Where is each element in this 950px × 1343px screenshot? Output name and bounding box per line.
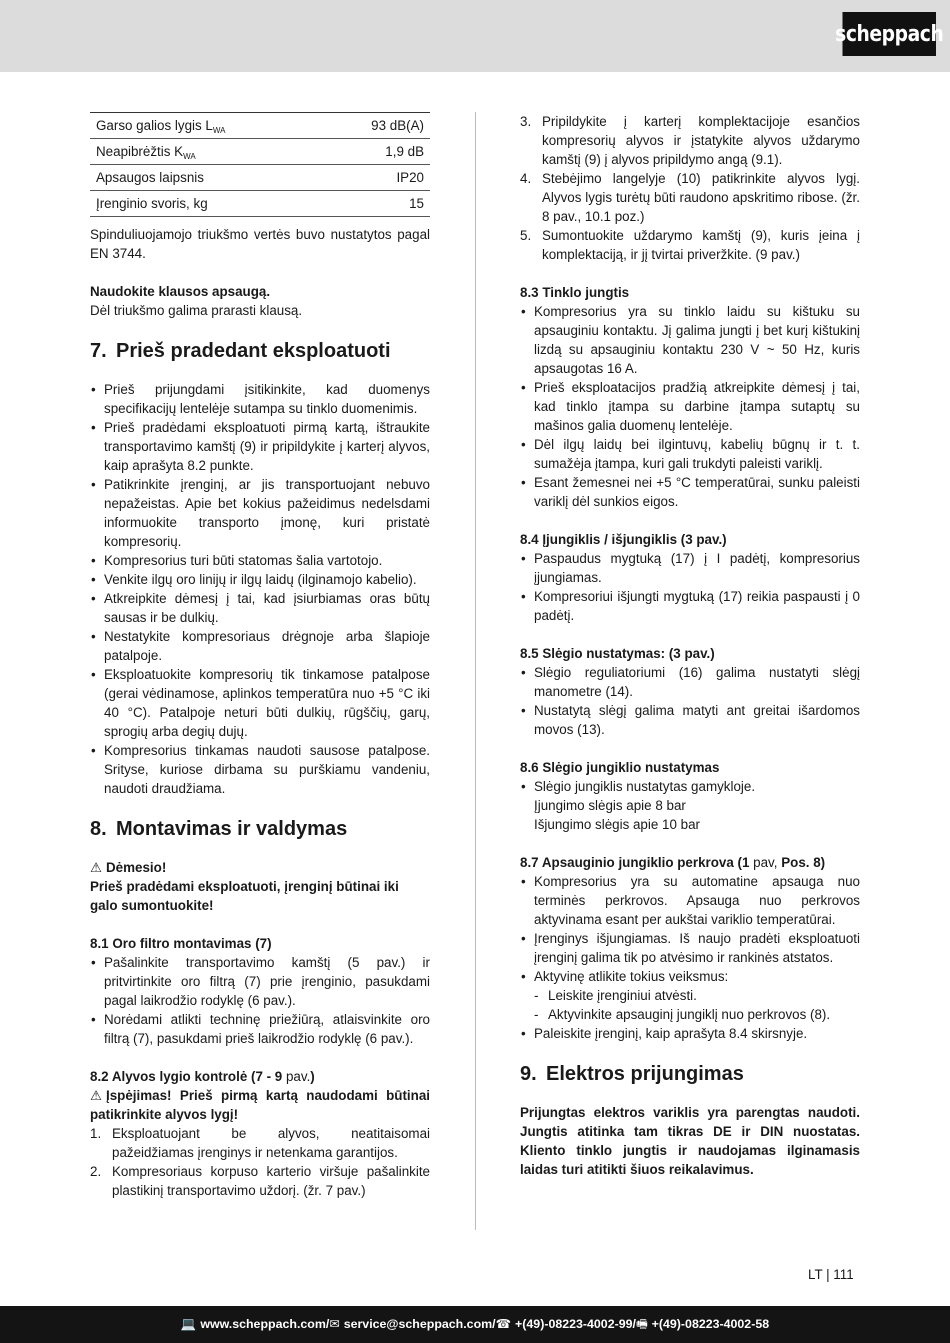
footer-bar: 💻 www.scheppach.com / ✉ service@scheppach.com / ☎ +(49)-08223-4002-99 / 🖷 +(49)-08223-4002-58 — [0, 1306, 950, 1343]
list-item: • Patikrinkite įrenginį, ar jis transportuojant nebuvo nepažeistas. Apie bet kokius pažeidimus nedelsdami informuokite transporto įmonę, kuri pristatė kompresorių. — [90, 475, 430, 551]
list-item: • Venkite ilgų oro linijų ir ilgų laidų (ilginamojo kabelio). — [90, 570, 430, 589]
list-item: • Slėgio jungiklis nustatytas gamykloje. Įjungimo slėgis apie 8 bar Išjungimo slėgis apie 10 bar — [520, 777, 860, 834]
list-item: • Nustatytą slėgį galima matyti ant greitai išardomos movos (13). — [520, 701, 860, 739]
section-7-heading: 7. Prieš pradedant eksploatuoti — [90, 340, 391, 362]
table-row — [90, 113, 430, 139]
reset-steps-list — [534, 986, 860, 1024]
list-item: 3. Pripildykite į karterį komplektacijoje esančios kompresorių alyvos ir įstatykite alyvos uždarymo kamštį (9) į alyvos pripildymo angą (9.1). — [520, 114, 860, 167]
computer-icon: 💻 — [180, 1317, 197, 1331]
oil-steps-continued-list — [520, 112, 860, 264]
fax-icon: 🖷 — [635, 1317, 648, 1331]
section-8-4-heading: 8.4 Įjungiklis / išjungiklis (3 pav.) — [520, 532, 727, 547]
attention-title: ⚠ Dėmesio! — [90, 860, 167, 875]
phone-icon: ☎ — [495, 1317, 512, 1331]
spec-value: 93 dB(A) — [323, 113, 430, 139]
section-8-heading: 8. Montavimas ir valdymas — [90, 818, 348, 840]
section-9-text: Prijungtas elektros variklis yra parengtas naudoti. Jungtis atitinka tam tikras DE ir DIN nuostatas. Kliento tinklo jungtis ir naudojamas ilginamasis laidas turi atitikti šiuos reikalavimus. — [520, 1105, 860, 1177]
right-column — [520, 112, 860, 1179]
list-item: • Kompresorius yra su automatine apsauga nuo terminės perkrovos. Apsauga nuo perkrovos aktyvinama esant per aukštai variklio temperatūrai. — [520, 872, 860, 929]
hearing-protection-text: Dėl triukšmo galima prarasti klausą. — [90, 303, 303, 318]
list-item: 4. Stebėjimo langelyje (10) patikrinkite alyvos lygį. Alyvos lygis turėtų būti raudono apskritimo ribose. (žr. 8 pav., 10.1 poz.) — [520, 171, 860, 224]
list-item: • Prieš prijungdami įsitikinkite, kad duomenys specifikacijų lentelėje sutampa su tinklo duomenimis. — [90, 380, 430, 418]
list-item: - Aktyvinkite apsauginį jungiklį nuo perkrovos (8). — [534, 1005, 860, 1024]
hearing-protection-title: Naudokite klausos apsaugą. — [90, 284, 271, 299]
list-item: • Kompresorius turi būti statomas šalia vartotojo. — [90, 551, 430, 570]
page-number: LT | 111 — [808, 1267, 854, 1282]
spec-value: 15 — [323, 191, 430, 217]
spec-value: IP20 — [323, 165, 430, 191]
table-row — [90, 139, 430, 165]
spec-value: 1,9 dB — [323, 139, 430, 165]
section-7-list — [90, 380, 430, 798]
table-row — [90, 191, 430, 217]
table-row — [90, 165, 430, 191]
list-item: 1. Eksploatuojant be alyvos, neatitaisomai pažeidžiamas įrenginys ir netenkama garantijos. — [90, 1126, 430, 1160]
section-8-3-list — [520, 302, 860, 511]
spec-label: Įrenginio svoris, kg — [90, 191, 323, 217]
spec-label: Garso galios lygis $L_{WA}$ — [90, 113, 323, 139]
list-item: - Leiskite įrenginiui atvėsti. — [534, 986, 860, 1005]
phone-number: +(49)-08223-4002-99 — [515, 1317, 633, 1331]
list-item: • Prieš eksploatacijos pradžią atkreipkite dėmesį į tai, kad tinklo įtampa su darbine įtampa sutaptų su mašinos galia duomenų lentelėje. — [520, 378, 860, 435]
list-item: • Paleiskite įrenginį, kaip aprašyta 8.4 skirsnyje. — [520, 1024, 860, 1043]
spec-table — [90, 112, 430, 217]
website-link[interactable]: www.scheppach.com — [200, 1317, 326, 1331]
oil-steps-list — [90, 1124, 430, 1200]
list-item: • Nestatykite kompresoriaus drėgnoje arba šlapioje patalpoje. — [90, 627, 430, 665]
spec-label: Apsaugos laipsnis — [90, 165, 323, 191]
list-item: • Slėgio reguliatoriumi (16) galima nustatyti slėgį manometre (14). — [520, 663, 860, 701]
list-item: • Kompresorius tinkamas naudoti sausose patalpose. Srityse, kuriose dirbama su purškiamu vandeniu, naudoti draudžiama. — [90, 741, 430, 798]
warning-icon: ⚠ — [90, 860, 103, 875]
attention-text: Prieš pradėdami eksploatuoti, įrenginį būtinai iki galo sumontuokite! — [90, 879, 399, 913]
section-8-2-heading: 8.2 Alyvos lygio kontrolė (7 - 9 pav.) — [90, 1069, 315, 1084]
list-item: • Kompresorius yra su tinklo laidu su kištuku su apsauginiu kontaktu. Jį galima jungti į bet kurį kištukinį lizdą su apsauginiu kontaktu 230 V ~ 50 Hz, kuris apsaugotas 16 A. — [520, 302, 860, 378]
section-8-1-heading: 8.1 Oro filtro montavimas (7) — [90, 936, 272, 951]
section-8-6-list — [520, 777, 860, 834]
list-item: 2. Kompresoriaus korpuso karterio viršuje pašalinkite plastikinį transportavimo uždorį. (žr. 7 pav.) — [90, 1164, 430, 1198]
list-item: • Eksploatuokite kompresorių tik tinkamose patalpose (gerai vėdinamose, aplinkos temperatūra nuo +5 °C iki 40 °C). Patalpoje neturi būti dulkių, rūgščių, garų, sprogių arba degių dujų. — [90, 665, 430, 741]
header-bar — [0, 0, 950, 72]
oil-warning: ⚠ Įspėjimas! Prieš pirmą kartą naudodami būtinai patikrinkite alyvos lygį! — [90, 1088, 430, 1122]
list-item: • Norėdami atlikti techninę priežiūrą, atlaisvinkite oro filtrą (7), pasukdami prieš laikrodžio rodyklę (6 pav.). — [90, 1010, 430, 1048]
section-8-7-heading: 8.7 Apsauginio jungiklio perkrova (1 pav, Pos. 8) — [520, 855, 826, 870]
section-8-5-heading: 8.5 Slėgio nustatymas: (3 pav.) — [520, 646, 715, 661]
fax-number: +(49)-08223-4002-58 — [651, 1317, 770, 1331]
section-8-5-list — [520, 663, 860, 739]
list-item: • Paspaudus mygtuką (17) į I padėtį, kompresorius įjungiamas. — [520, 549, 860, 587]
section-9-heading: 9. Elektros prijungimas — [520, 1063, 744, 1085]
list-item: • Pašalinkite transportavimo kamštį (5 pav.) ir pritvirtinkite oro filtrą (7) prie įrenginio, pasukdami pagal laikrodžio rodyklę (6 pav.). — [90, 953, 430, 1010]
section-8-4-list — [520, 549, 860, 625]
list-item: • Atkreipkite dėmesį į tai, kad įsiurbiamas oras būtų sausas ir be dulkių. — [90, 589, 430, 627]
section-8-3-heading: 8.3 Tinklo jungtis — [520, 285, 630, 300]
section-8-6-heading: 8.6 Slėgio jungiklio nustatymas — [520, 760, 720, 775]
warning-icon: ⚠ — [90, 1088, 103, 1103]
section-8-1-list — [90, 953, 430, 1048]
spec-label: Neapibrėžtis $K_{WA}$ — [90, 139, 323, 165]
email-link[interactable]: service@scheppach.com — [343, 1317, 493, 1331]
column-divider — [475, 112, 476, 1230]
list-item: • Įrenginys išjungiamas. Iš naujo pradėti eksploatuoti įrenginį galima tik po atvėsimo ir rankinės atstatos. — [520, 929, 860, 967]
noise-note: Spinduliuojamojo triukšmo vertės buvo nustatytos pagal EN 3744. — [90, 227, 430, 261]
list-item: • Esant žemesnei nei +5 °C temperatūrai, sunku paleisti variklį dėl sunkios eigos. — [520, 473, 860, 511]
section-8-7-list — [520, 872, 860, 1043]
mail-icon: ✉ — [329, 1317, 340, 1331]
list-item: • Prieš pradėdami eksploatuoti pirmą kartą, ištraukite transportavimo kamštį (9) ir pripildykite į karterį alyvos, kaip aprašyta 8.2 punkte. — [90, 418, 430, 475]
list-item: • Dėl ilgų laidų bei ilgintuvų, kabelių būgnų ir t. t. sumažėja įtampa, kuri gali trukdyti paleisti variklį. — [520, 435, 860, 473]
list-item: • Aktyvinę atlikite tokius veiksmus: - Leiskite įrenginiui atvėsti. - Aktyvinkite apsauginį jungiklį nuo perkrovos (8). — [520, 967, 860, 1024]
list-item: • Kompresoriui išjungti mygtuką (17) reikia paspausti į 0 padėtį. — [520, 587, 860, 625]
list-item: 5. Sumontuokite uždarymo kamštį (9), kuris įeina į komplektaciją, ir jį tvirtai priveržkite. (9 pav.) — [520, 228, 860, 262]
scheppach-logo: scheppach — [843, 12, 937, 56]
left-column — [90, 112, 430, 1200]
